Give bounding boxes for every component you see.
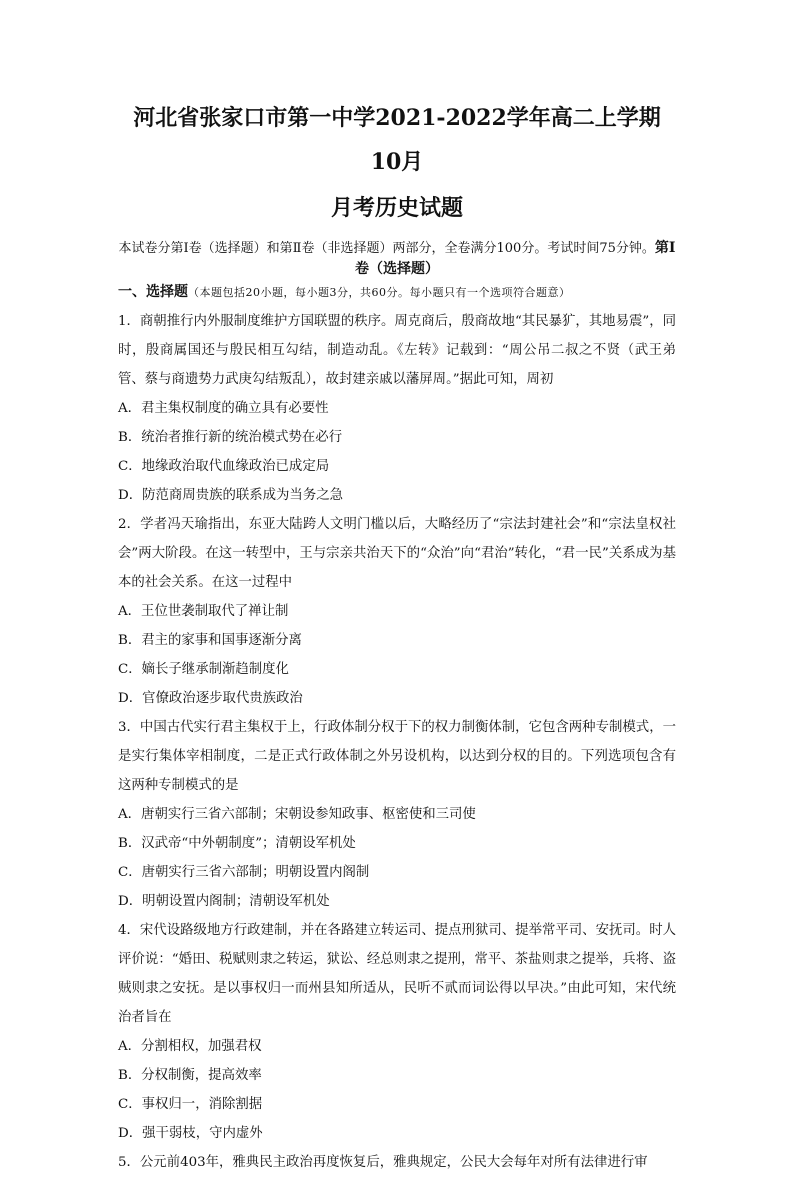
option-list <box>118 1032 676 1148</box>
option-list <box>118 597 676 713</box>
section-header <box>118 282 676 303</box>
option-d: D．官僚政治逐步取代贵族政治 <box>118 691 303 706</box>
question-4 <box>118 916 676 1148</box>
option-a: A．分割相权，加强君权 <box>118 1039 262 1054</box>
question-5 <box>118 1148 676 1177</box>
option-b: B．统治者推行新的统治模式势在必行 <box>118 430 343 445</box>
question-stem: 1．商朝推行内外服制度维护方国联盟的秩序。周克商后，殷商故地“其民暴犷，其地易震”，同时，殷商属国还与殷民相互勾结，制造动乱。《左转》记载到：“周公吊二叔之不贤（武王弟管、蔡与商遗势力武庚勾结叛乱），故封建亲戚以藩屏周。”据此可知，周初 <box>118 314 676 387</box>
option-list <box>118 800 676 916</box>
option-a: A．王位世袭制取代了禅让制 <box>118 604 289 619</box>
option-c: C．唐朝实行三省六部制；明朝设置内阁制 <box>118 865 370 880</box>
exam-instructions <box>118 238 676 280</box>
question-2 <box>118 510 676 713</box>
option-d: D．明朝设置内阁制；清朝设军机处 <box>118 894 330 909</box>
option-a: A．君主集权制度的确立具有必要性 <box>118 401 329 416</box>
option-d: D．防范商周贵族的联系成为当务之急 <box>118 488 343 503</box>
part-one-label: 第Ⅰ卷（选择题） <box>355 240 676 277</box>
question-stem: 5．公元前403年，雅典民主政治再度恢复后，雅典规定，公民大会每年对所有法律进行审 <box>118 1155 648 1170</box>
instructions-text: 本试卷分第Ⅰ卷（选择题）和第Ⅱ卷（非选择题）两部分，全卷满分100分。考试时间75分钟。 <box>118 241 655 256</box>
section-title: 一、选择题 <box>118 284 188 300</box>
question-3 <box>118 713 676 916</box>
option-c: C．地缘政治取代血缘政治已成定局 <box>118 459 330 474</box>
option-d: D．强干弱枝，守内虚外 <box>118 1126 263 1141</box>
option-a: A．唐朝实行三省六部制；宋朝设参知政事、枢密使和三司使 <box>118 807 476 822</box>
option-b: B．汉武帝“中外朝制度”；清朝设军机处 <box>118 836 356 851</box>
question-stem: 4．宋代设路级地方行政建制，并在各路建立转运司、提点刑狱司、提举常平司、安抚司。时人评价说：“婚田、税赋则隶之转运，狱讼、经总则隶之提刑，常平、茶盐则隶之提举，兵将、盗贼则隶之安抚。是以事权归一而州县知所适从，民听不贰而词讼得以早决。”由此可知，宋代统治者旨在 <box>118 923 676 1025</box>
page-title-line-1: 河北省张家口市第一中学2021-2022学年高二上学期10月 <box>133 105 661 175</box>
question-stem: 2．学者冯天瑜指出，东亚大陆跨人文明门槛以后，大略经历了“宗法封建社会”和“宗法皇权社会”两大阶段。在这一转型中，王与宗亲共治天下的“众治”向“君治”转化，“君一民”关系成为基本的社会关系。在这一过程中 <box>118 517 676 590</box>
option-list <box>118 394 676 510</box>
section-note: （本题包括20小题，每小题3分，共60分。每小题只有一个选项符合题意） <box>188 286 571 299</box>
page-title-line-2: 月考历史试题 <box>330 195 463 221</box>
option-b: B．君主的家事和国事逐渐分离 <box>118 633 302 648</box>
option-c: C．事权归一，消除割据 <box>118 1097 263 1112</box>
option-b: B．分权制衡，提高效率 <box>118 1068 262 1083</box>
question-1 <box>118 307 676 510</box>
option-c: C．嫡长子继承制渐趋制度化 <box>118 662 289 677</box>
question-stem: 3．中国古代实行君主集权于上，行政体制分权于下的权力制衡体制，它包含两种专制模式，一是实行集体宰相制度，二是正式行政体制之外另设机构，以达到分权的目的。下列选项包含有这两种专制模式的是 <box>118 720 676 793</box>
